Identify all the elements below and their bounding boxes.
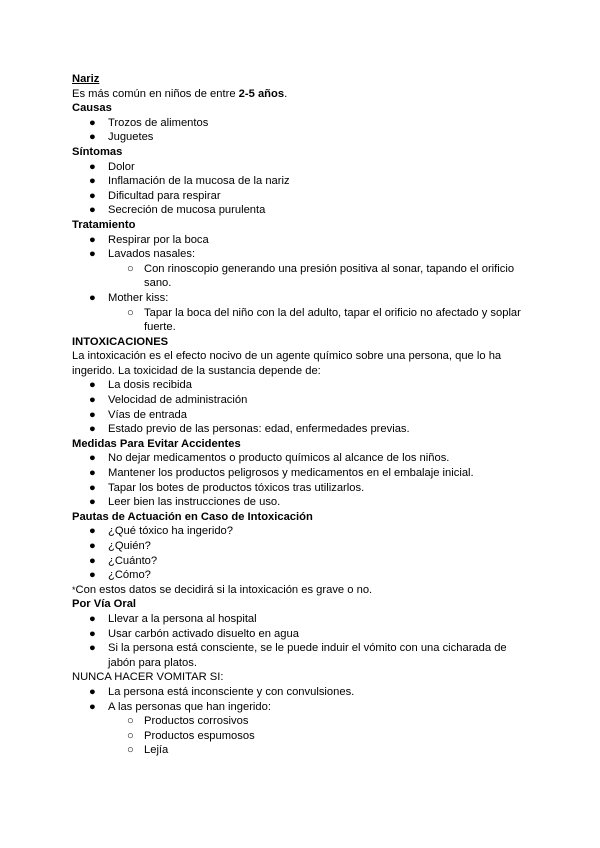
bullet-icon: ● [89,496,96,509]
list-item-text: La persona está inconsciente y con convulsiones. [108,685,355,698]
list-item [72,160,532,175]
bullet-icon: ● [89,116,96,129]
list-item [72,291,532,306]
list-item-text: Vías de entrada [108,408,187,421]
list-pautas [72,524,532,582]
list-factors [72,378,532,436]
list-item-text: Juguetes [108,131,154,144]
list-item [72,422,532,437]
sub-list-item [72,729,532,744]
list-item-text: Llevar a la persona al hospital [108,612,257,625]
list-medidas [72,451,532,509]
list-item [72,481,532,496]
list-item [72,700,532,715]
list-item-text: ¿Cómo? [108,569,151,582]
heading-medidas: Medidas Para Evitar Accidentes [72,437,241,450]
bullet-icon: ● [89,160,96,173]
list-item [72,189,532,204]
nariz-intro-text: Es más común en niños de entre [72,87,239,100]
list-item-text: Mantener los productos peligrosos y medicamentos en el embalaje inicial. [108,467,474,480]
list-item [72,203,532,218]
list-item [72,568,532,583]
list-item-text: No dejar medicamentos o producto químicos al alcance de los niños. [108,452,450,465]
list-item-text: Tapar la boca del niño con la del adulto, tapar el orificio no afectado y soplar fuerte. [144,306,521,334]
list-item [72,174,532,189]
list-item-text: Leer bien las instrucciones de uso. [108,496,281,509]
heading-nunca-vomitar: NUNCA HACER VOMITAR SI: [72,671,224,684]
list-item [72,495,532,510]
section-title-intoxicaciones: INTOXICACIONES [72,335,169,348]
list-item-text: Dolor [108,160,135,173]
bullet-icon: ● [89,685,96,698]
bullet-icon: ● [89,452,96,465]
hollow-bullet-icon: ○ [127,306,134,319]
bullet-icon: ● [89,233,96,246]
bullet-icon: ● [89,204,96,217]
bullet-icon: ● [89,540,96,552]
bullet-icon: ● [89,423,96,436]
list-item-text: Con rinoscopio generando una presión positiva al sonar, tapando el orificio sano. [144,262,515,290]
list-item-text: ¿Cuánto? [108,554,158,567]
list-item-text: Secreción de mucosa purulenta [108,204,266,217]
note [72,583,532,598]
bullet-icon: ● [89,379,96,392]
bullet-icon: ● [89,642,96,655]
nariz-intro-end: . [284,87,288,100]
list-item [72,641,532,670]
bullet-icon: ● [89,700,96,713]
list-item [72,612,532,627]
bullet-icon: ● [89,554,96,567]
document-body [72,72,532,758]
list-item-text: Lejía [144,744,169,757]
list-item [72,130,532,145]
hollow-bullet-icon: ○ [127,729,134,742]
list-item-text: Velocidad de administración [108,394,248,407]
list-item [72,378,532,393]
bullet-icon: ● [89,481,96,494]
bullet-icon: ● [89,627,96,640]
heading-sintomas: Síntomas [72,145,123,158]
list-item [72,116,532,131]
list-item [72,393,532,408]
hollow-bullet-icon: ○ [127,744,134,757]
list-item-text: Respirar por la boca [108,233,209,246]
list-item-text: Dificultad para respirar [108,189,221,202]
sub-list-item [72,306,532,335]
hollow-bullet-icon: ○ [127,715,134,728]
list-item-text: ¿Qué tóxico ha ingerido? [108,525,234,538]
heading-causas: Causas [72,102,112,115]
bullet-icon: ● [89,569,96,582]
bullet-icon: ● [89,525,96,538]
list-item [72,685,532,700]
list-tratamiento [72,233,532,335]
asterisk-icon: * [72,584,76,595]
bullet-icon: ● [89,612,96,625]
list-item [72,466,532,481]
list-item-text: La dosis recibida [108,379,192,392]
list-item-text: Tapar los botes de productos tóxicos tras utilizarlos. [108,481,365,494]
bullet-icon: ● [89,175,96,188]
list-sintomas [72,160,532,218]
nariz-intro-age: 2-5 años [238,87,285,100]
list-item-text: Estado previo de las personas: edad, enfermedades previas. [108,423,410,436]
nariz-intro [72,87,532,102]
heading-tratamiento: Tratamiento [72,218,136,231]
bullet-icon: ● [89,467,96,480]
list-item [72,524,532,539]
list-item [72,451,532,466]
list-item-text: Si la persona está consciente, se le puede induir el vómito con una cicharada de jabón para platos. [108,642,507,669]
list-item-text: Productos corrosivos [144,715,249,728]
list-item-text: Inflamación de la mucosa de la nariz [108,175,290,188]
bullet-icon: ● [89,394,96,407]
hollow-bullet-icon: ○ [127,262,134,275]
list-item-text: Lavados nasales: [108,248,196,261]
bullet-icon: ● [89,131,96,144]
list-item [72,408,532,423]
heading-pautas: Pautas de Actuación en Caso de Intoxicación [72,510,313,523]
heading-via-oral: Por Vía Oral [72,598,137,611]
list-causas [72,116,532,145]
list-item [72,233,532,248]
bullet-icon: ● [89,291,96,304]
list-item-text: Usar carbón activado disuelto en agua [108,627,299,640]
intox-intro: La intoxicación es el efecto nocivo de un agente químico sobre una persona, que lo ha ingerido. La toxicidad de la sustancia depende de: [72,350,502,377]
list-item-text: Trozos de alimentos [108,116,209,129]
note-text: Con estos datos se decidirá si la intoxicación es grave o no. [75,583,373,596]
list-item-text: Productos espumosos [144,729,255,742]
list-item [72,554,532,569]
bullet-icon: ● [89,408,96,421]
sub-list-item [72,743,532,758]
bullet-icon: ● [89,189,96,202]
list-item-text: A las personas que han ingerido: [108,700,271,713]
list-item [72,539,532,554]
list-item [72,247,532,262]
bullet-icon: ● [89,248,96,261]
section-title-nariz: Nariz [72,73,100,85]
list-nunca-vomitar [72,685,532,758]
list-item [72,627,532,642]
list-item-text: Mother kiss: [108,291,169,304]
sub-list-item [72,262,532,291]
list-via-oral [72,612,532,670]
sub-list-item [72,714,532,729]
list-item-text: ¿Quién? [108,540,151,552]
